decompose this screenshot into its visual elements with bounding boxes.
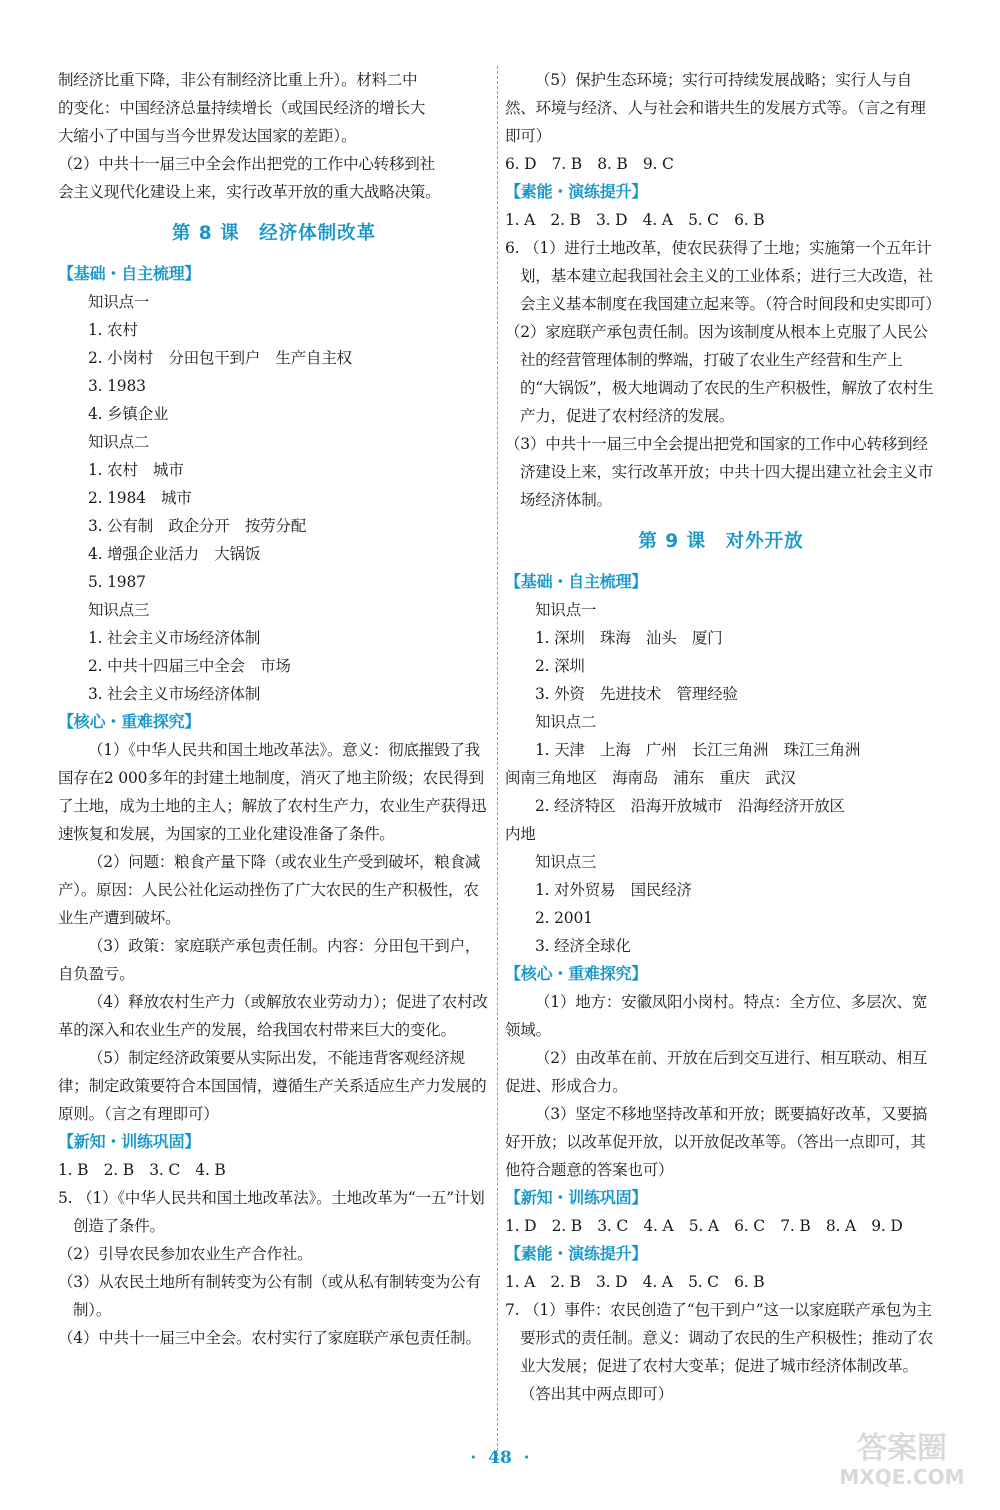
core-answer: （4）释放农村生产力（或解放农业劳动力）；促进了农村改革的深入和农业生产的发展，给我国农村带来巨大的变化。 xyxy=(58,993,488,1039)
intro-line: 会主义现代化建设上来，实行改革开放的重大战略决策。 xyxy=(58,183,441,201)
page-number: · 48 · xyxy=(470,1448,530,1468)
lesson-8-title: 第 8 课 经济体制改革 xyxy=(171,223,377,244)
kp-item: 2. 深圳 xyxy=(535,657,585,675)
kp-item: 3. 外资 先进技术 管理经验 xyxy=(535,685,738,703)
kp-item: 2. 经济特区 沿海开放城市 沿海经济开放区 xyxy=(535,797,845,815)
kp-item: 1. 天津 上海 广州 长江三角洲 珠江三角洲 xyxy=(535,741,861,759)
q5-answer: （2）引导农民参加农业生产合作社。 xyxy=(58,1245,313,1263)
core-answer: （3）政策：家庭联产承包责任制。内容：分田包干到户，自负盈亏。 xyxy=(58,937,481,983)
knowledge-point-2: 知识点二 xyxy=(88,433,150,451)
column-divider xyxy=(497,66,498,1456)
q5-answer: （3）从农民土地所有制转变为公有制（或从私有制转变为公有制）。 xyxy=(58,1273,481,1319)
left-column xyxy=(58,66,490,1352)
kp-item-continued: 闽南三角地区 海南岛 浦东 重庆 武汉 xyxy=(505,769,796,787)
section-improve: 【素能・演练提升】 xyxy=(505,1244,648,1263)
right-column xyxy=(505,66,941,1408)
intro-line: （2）中共十一届三中全会作出把党的工作中心转移到社 xyxy=(58,155,435,173)
knowledge-point-1: 知识点一 xyxy=(88,293,150,311)
section-basic: 【基础・自主梳理】 xyxy=(505,572,648,591)
core-answer: （1）《中华人民共和国土地改革法》。意义：彻底摧毁了我国存在2 000多年的封建土地制度，消灭了地主阶级；农民得到了土地，成为土地的主人；解放了农村生产力，农业生产获得迅速恢复和发展，为国家的工业化建设准备了条件。 xyxy=(58,741,487,843)
kp-item: 2. 中共十四届三中全会 市场 xyxy=(88,657,291,675)
kp-item: 3. 1983 xyxy=(88,377,146,395)
core-answer: （1）地方：安徽凤阳小岗村。特点：全方位、多层次、宽领域。 xyxy=(505,993,928,1039)
q5-answer: （4）中共十一届三中全会。农村实行了家庭联产承包责任制。 xyxy=(58,1329,481,1347)
intro-line: 大缩小了中国与当今世界发达国家的差距）。 xyxy=(58,127,357,145)
improve-answers: 1. A 2. B 3. D 4. A 5. C 6. B xyxy=(505,211,765,229)
section-improve: 【素能・演练提升】 xyxy=(505,182,648,201)
q6-answer: 6. （1）进行土地改革，使农民获得了土地；实施第一个五年计划，基本建立起我国社会主义的工业体系；进行三大改造，社会主义基本制度在我国建立起来等。（符合时间段和史实即可） xyxy=(505,239,941,313)
improve-answers: 1. A 2. B 3. D 4. A 5. C 6. B xyxy=(505,1273,765,1291)
core-answer: （2）问题：粮食产量下降（或农业生产受到破坏，粮食减产）。原因：人民公社化运动挫伤了广大农民的生产积极性，农业生产遭到破坏。 xyxy=(58,853,481,927)
watermark-line-2: MXQE.COM xyxy=(839,1465,965,1489)
kp-item: 1. 农村 城市 xyxy=(88,461,184,479)
kp-item: 4. 乡镇企业 xyxy=(88,405,169,423)
section-core: 【核心・重难探究】 xyxy=(505,964,648,983)
intro-line: 的变化：中国经济总量持续增长（或国民经济的增长大 xyxy=(58,99,426,117)
kp-item: 3. 社会主义市场经济体制 xyxy=(88,685,261,703)
training-answers: 1. D 2. B 3. C 4. A 5. A 6. C 7. B 8. A 9. D xyxy=(505,1217,903,1235)
kp-item: 2. 1984 城市 xyxy=(88,489,192,507)
kp-item: 1. 对外贸易 国民经济 xyxy=(535,881,692,899)
q6-answer: （2）家庭联产承包责任制。因为该制度从根本上克服了人民公社的经营管理体制的弊端，打破了农业生产经营和生产上的“大锅饭”，极大地调动了农民的生产积极性，解放了农村生产力，促进了农村经济的发展。 xyxy=(505,323,934,425)
q5-answer: 5. （1）《中华人民共和国土地改革法》。土地改革为“一五”计划创造了条件。 xyxy=(58,1189,485,1235)
q6-answer: （3）中共十一届三中全会提出把党和国家的工作中心转移到经济建设上来，实行改革开放；中共十四大提出建立社会主义市场经济体制。 xyxy=(505,435,934,509)
kp-item: 1. 社会主义市场经济体制 xyxy=(88,629,261,647)
knowledge-point-3: 知识点三 xyxy=(88,601,150,619)
kp-item: 1. 深圳 珠海 汕头 厦门 xyxy=(535,629,723,647)
training-answers: 1. B 2. B 3. C 4. B xyxy=(58,1161,226,1179)
right-top-answer: （5）保护生态环境；实行可持续发展战略；实行人与自然、环境与经济、人与社会和谐共生的发展方式等。（言之有理即可） xyxy=(505,71,926,145)
section-training: 【新知・训练巩固】 xyxy=(505,1188,648,1207)
kp-item-continued: 内地 xyxy=(505,825,536,843)
q7-answer: 7. （1）事件：农民创造了“包干到户”这一以家庭联产承包为主要形式的责任制。意义：调动了农民的生产积极性；推动了农业大发展；促进了农村大变革；促进了城市经济体制改革。（答出其中两点即可） xyxy=(505,1301,934,1403)
page-number-value: 48 xyxy=(488,1448,512,1468)
knowledge-point-3: 知识点三 xyxy=(535,853,597,871)
kp-item: 3. 经济全球化 xyxy=(535,937,631,955)
section-core: 【核心・重难探究】 xyxy=(58,712,201,731)
intro-line: 制经济比重下降，非公有制经济比重上升）。材料二中 xyxy=(58,71,418,89)
kp-item: 1. 农村 xyxy=(88,321,138,339)
watermark-logo xyxy=(822,1422,982,1492)
kp-item: 4. 增强企业活力 大锅饭 xyxy=(88,545,261,563)
section-basic: 【基础・自主梳理】 xyxy=(58,264,201,283)
core-answer: （5）制定经济政策要从实际出发，不能违背客观经济规律；制定政策要符合本国国情，遵循生产关系适应生产力发展的原则。（言之有理即可） xyxy=(58,1049,487,1123)
kp-item: 5. 1987 xyxy=(88,573,146,591)
kp-item: 2. 小岗村 分田包干到户 生产自主权 xyxy=(88,349,352,367)
lesson-9-title: 第 9 课 对外开放 xyxy=(638,531,804,552)
knowledge-point-1: 知识点一 xyxy=(535,601,597,619)
kp-item: 3. 公有制 政企分开 按劳分配 xyxy=(88,517,307,535)
section-training: 【新知・训练巩固】 xyxy=(58,1132,201,1151)
knowledge-point-2: 知识点二 xyxy=(535,713,597,731)
answers-6-9: 6. D 7. B 8. B 9. C xyxy=(505,155,674,173)
watermark-line-1: 答案圈 xyxy=(857,1431,947,1466)
core-answer: （2）由改革在前、开放在后到交互进行、相互联动、相互促进、形成合力。 xyxy=(505,1049,928,1095)
core-answer: （3）坚定不移地坚持改革和开放；既要搞好改革，又要搞好开放；以改革促开放，以开放促改革等。（答出一点即可，其他符合题意的答案也可） xyxy=(505,1105,928,1179)
kp-item: 2. 2001 xyxy=(535,909,593,927)
